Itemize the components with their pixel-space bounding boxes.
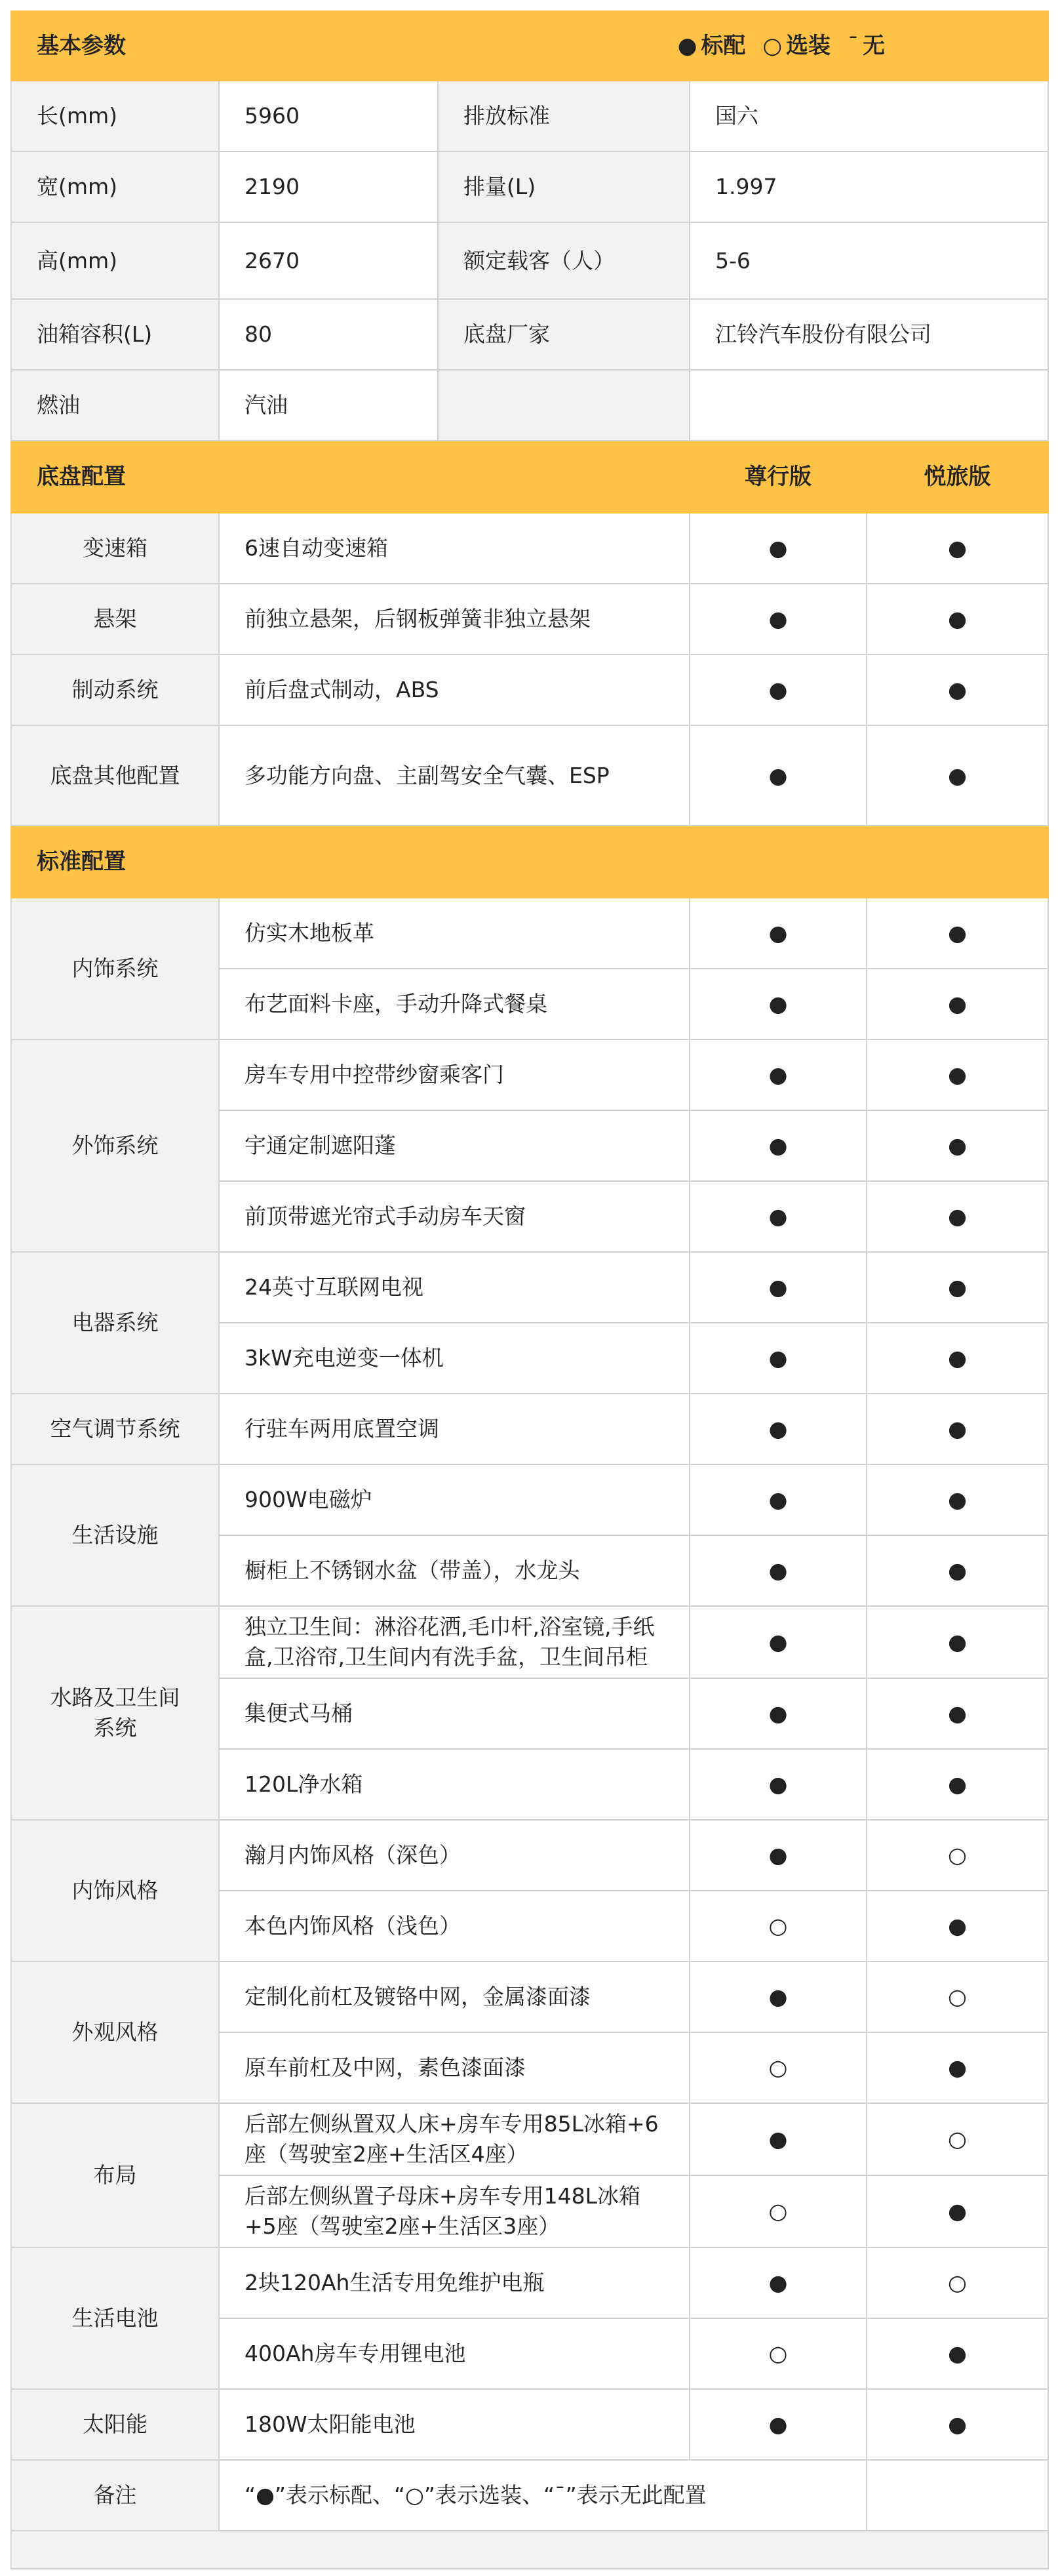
section-header-chassis — [11, 441, 1048, 513]
config-item: 后部左侧纵置子母床+房车专用148L冰箱+5座（驾驶室2座+生活区3座） — [219, 2175, 690, 2247]
config-item: 前后盘式制动，ABS — [219, 654, 690, 725]
config-item: 2块120Ah生活专用免维护电瓶 — [219, 2247, 690, 2318]
config-item: 120L净水箱 — [219, 1749, 690, 1820]
version-mark: ● — [867, 654, 1048, 725]
config-category: 外观风格 — [11, 1962, 219, 2103]
version-mark: ● — [867, 1535, 1048, 1606]
standard-row — [11, 2389, 1048, 2460]
config-item: 行驻车两用底置空调 — [219, 1394, 690, 1464]
version-mark: ● — [690, 654, 867, 725]
version-mark: ● — [690, 725, 867, 826]
param-value: 2190 — [219, 151, 438, 222]
basic-row — [11, 370, 1048, 441]
version-mark: ● — [867, 1039, 1048, 1110]
version-mark: ● — [867, 1749, 1048, 1820]
config-category: 生活设施 — [11, 1464, 219, 1606]
param-label: 长(mm) — [11, 81, 219, 151]
standard-row — [11, 1464, 1048, 1535]
standard-row — [11, 1820, 1048, 1891]
config-item: 多功能方向盘、主副驾安全气囊、ESP — [219, 725, 690, 826]
section-header-basic — [11, 11, 1048, 81]
note-empty — [867, 2460, 1048, 2531]
section-title-chassis: 底盘配置 — [11, 441, 690, 513]
version-mark: ● — [867, 513, 1048, 584]
config-item: 房车专用中控带纱窗乘客门 — [219, 1039, 690, 1110]
section-header-standard — [11, 826, 1048, 898]
config-item: 宇通定制遮阳蓬 — [219, 1110, 690, 1181]
config-category: 生活电池 — [11, 2247, 219, 2389]
version-mark: ● — [867, 1606, 1048, 1678]
version-mark: ● — [690, 2247, 867, 2318]
param-value: 80 — [219, 299, 438, 370]
config-category: 悬架 — [11, 584, 219, 654]
config-category: 水路及卫生间系统 — [11, 1606, 219, 1820]
legend-symbol: ¯ — [848, 33, 859, 59]
config-item: 900W电磁炉 — [219, 1464, 690, 1535]
version-mark: ● — [867, 1678, 1048, 1749]
note-label: 备注 — [11, 2460, 219, 2531]
config-item: 24英寸互联网电视 — [219, 1252, 690, 1323]
config-category: 内饰风格 — [11, 1820, 219, 1962]
config-item: 400Ah房车专用锂电池 — [219, 2318, 690, 2389]
version-mark: ○ — [690, 1891, 867, 1962]
param-label: 额定载客（人） — [438, 222, 690, 299]
standard-row — [11, 1252, 1048, 1323]
config-category: 制动系统 — [11, 654, 219, 725]
version-mark: ● — [867, 584, 1048, 654]
basic-row — [11, 299, 1048, 370]
config-category: 布局 — [11, 2103, 219, 2247]
config-category: 内饰系统 — [11, 898, 219, 1039]
param-value: 2670 — [219, 222, 438, 299]
version-mark: ○ — [867, 1820, 1048, 1891]
config-category: 电器系统 — [11, 1252, 219, 1394]
section-title-standard: 标准配置 — [11, 826, 1048, 898]
standard-row — [11, 2247, 1048, 2318]
note-text: “●”表示标配、“○”表示选装、“¯”表示无此配置 — [219, 2460, 867, 2531]
version-mark: ● — [690, 1039, 867, 1110]
param-label: 油箱容积(L) — [11, 299, 219, 370]
version-mark: ● — [867, 1891, 1048, 1962]
param-value: 汽油 — [219, 370, 438, 441]
param-value: 1.997 — [690, 151, 1048, 222]
chassis-row — [11, 584, 1048, 654]
version-mark: ● — [867, 969, 1048, 1039]
config-item: 定制化前杠及镀铬中网，金属漆面漆 — [219, 1962, 690, 2032]
config-item: 前独立悬架，后钢板弹簧非独立悬架 — [219, 584, 690, 654]
config-item: 6速自动变速箱 — [219, 513, 690, 584]
footer-band — [11, 2531, 1048, 2569]
basic-row — [11, 151, 1048, 222]
version-mark: ● — [690, 898, 867, 969]
table-footer — [11, 2531, 1048, 2569]
version-mark: ● — [867, 898, 1048, 969]
chassis-row — [11, 725, 1048, 826]
version-mark: ● — [867, 2318, 1048, 2389]
version-mark: ● — [690, 513, 867, 584]
standard-row — [11, 2103, 1048, 2175]
version-mark: ● — [867, 1394, 1048, 1464]
version-mark: ● — [690, 1323, 867, 1394]
config-item: 瀚月内饰风格（深色） — [219, 1820, 690, 1891]
legend-label: 标配 — [701, 33, 746, 59]
version-mark: ● — [690, 584, 867, 654]
version-header: 悦旅版 — [867, 441, 1048, 513]
version-mark: ○ — [690, 2318, 867, 2389]
version-mark: ○ — [690, 2032, 867, 2103]
version-mark: ● — [690, 2103, 867, 2175]
param-label: 排放标准 — [438, 81, 690, 151]
param-label: 底盘厂家 — [438, 299, 690, 370]
spec-table — [10, 10, 1049, 2569]
section-title: 基本参数 — [37, 33, 126, 59]
param-value: 国六 — [690, 81, 1048, 151]
version-mark: ○ — [867, 1962, 1048, 2032]
chassis-row — [11, 513, 1048, 584]
config-item: 集便式马桶 — [219, 1678, 690, 1749]
config-item: 前顶带遮光帘式手动房车天窗 — [219, 1181, 690, 1252]
legend-symbol: ○ — [762, 33, 783, 59]
config-item: 原车前杠及中网，素色漆面漆 — [219, 2032, 690, 2103]
standard-row — [11, 1394, 1048, 1464]
version-mark: ● — [867, 1181, 1048, 1252]
version-mark: ● — [867, 2389, 1048, 2460]
config-item: 180W太阳能电池 — [219, 2389, 690, 2460]
config-category: 变速箱 — [11, 513, 219, 584]
legend — [678, 31, 885, 61]
version-header: 尊行版 — [690, 441, 867, 513]
param-label — [438, 370, 690, 441]
version-mark: ● — [867, 725, 1048, 826]
config-item: 后部左侧纵置双人床+房车专用85L冰箱+6座（驾驶室2座+生活区4座） — [219, 2103, 690, 2175]
param-value — [690, 370, 1048, 441]
param-label: 宽(mm) — [11, 151, 219, 222]
config-category: 底盘其他配置 — [11, 725, 219, 826]
note-row — [11, 2460, 1048, 2531]
chassis-row — [11, 654, 1048, 725]
version-mark: ● — [690, 1110, 867, 1181]
config-category: 外饰系统 — [11, 1039, 219, 1252]
version-mark: ● — [867, 1252, 1048, 1323]
param-value: 5-6 — [690, 222, 1048, 299]
version-mark: ● — [867, 1464, 1048, 1535]
basic-row — [11, 81, 1048, 151]
legend-label: 无 — [863, 33, 886, 59]
version-mark: ● — [690, 1749, 867, 1820]
config-item: 独立卫生间：淋浴花洒,毛巾杆,浴室镜,手纸盒,卫浴帘,卫生间内有洗手盆，卫生间吊柜 — [219, 1606, 690, 1678]
standard-row — [11, 1606, 1048, 1678]
version-mark: ● — [867, 2175, 1048, 2247]
version-mark: ○ — [690, 2175, 867, 2247]
basic-row — [11, 222, 1048, 299]
config-category: 太阳能 — [11, 2389, 219, 2460]
config-item: 仿实木地板革 — [219, 898, 690, 969]
standard-row — [11, 1962, 1048, 2032]
version-mark: ● — [690, 1678, 867, 1749]
version-mark: ● — [690, 1820, 867, 1891]
standard-row — [11, 1039, 1048, 1110]
config-item: 3kW充电逆变一体机 — [219, 1323, 690, 1394]
param-label: 排量(L) — [438, 151, 690, 222]
standard-row — [11, 898, 1048, 969]
version-mark: ● — [867, 2032, 1048, 2103]
version-mark: ● — [690, 1535, 867, 1606]
version-mark: ● — [867, 1323, 1048, 1394]
version-mark: ○ — [867, 2247, 1048, 2318]
param-value: 江铃汽车股份有限公司 — [690, 299, 1048, 370]
version-mark: ● — [690, 1464, 867, 1535]
legend-label: 选装 — [786, 33, 831, 59]
version-mark: ● — [690, 1962, 867, 2032]
version-mark: ● — [690, 1606, 867, 1678]
param-value: 5960 — [219, 81, 438, 151]
version-mark: ● — [690, 969, 867, 1039]
version-mark: ● — [867, 1110, 1048, 1181]
version-mark: ● — [690, 1181, 867, 1252]
config-category: 空气调节系统 — [11, 1394, 219, 1464]
config-item: 橱柜上不锈钢水盆（带盖），水龙头 — [219, 1535, 690, 1606]
config-item: 布艺面料卡座，手动升降式餐桌 — [219, 969, 690, 1039]
section-title-basic — [11, 11, 1048, 81]
config-item: 本色内饰风格（浅色） — [219, 1891, 690, 1962]
version-mark: ● — [690, 1394, 867, 1464]
legend-symbol: ● — [677, 33, 697, 59]
param-label: 高(mm) — [11, 222, 219, 299]
version-mark: ● — [690, 2389, 867, 2460]
version-mark: ● — [690, 1252, 867, 1323]
version-mark: ○ — [867, 2103, 1048, 2175]
param-label: 燃油 — [11, 370, 219, 441]
